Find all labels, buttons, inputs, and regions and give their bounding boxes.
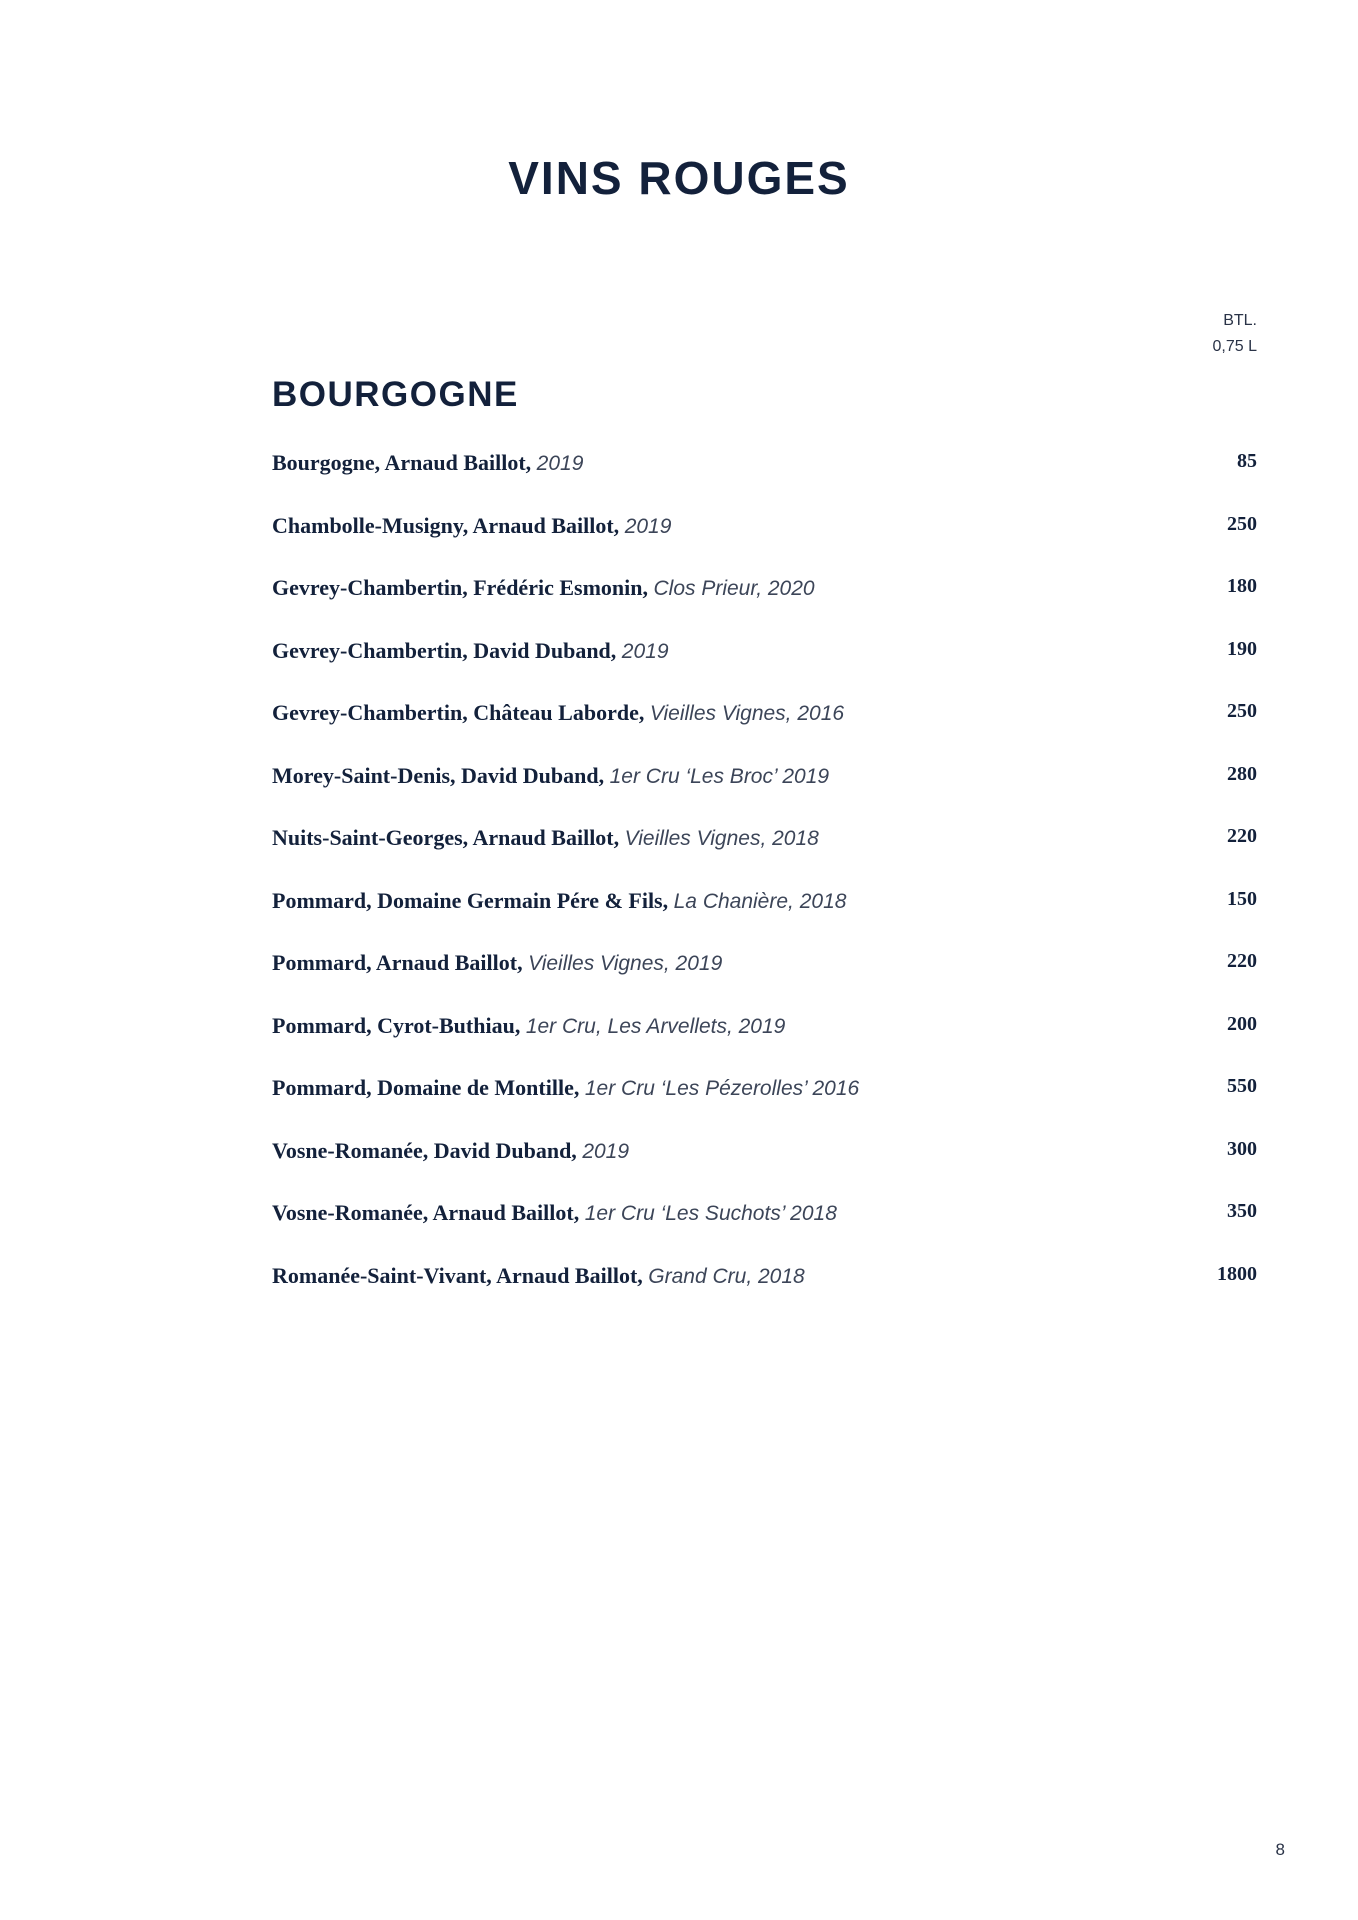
wine-price: 280 <box>1227 762 1257 785</box>
section-title: BOURGOGNE <box>272 375 519 414</box>
wine-name: Pommard, Domaine Germain Pére & Fils, <box>272 887 669 913</box>
wine-row <box>272 1198 1257 1261</box>
wine-row <box>272 886 1257 949</box>
wine-price: 190 <box>1227 637 1257 660</box>
wine-row <box>272 448 1257 511</box>
wine-detail: La Chanière, 2018 <box>673 889 847 913</box>
wine-price: 300 <box>1227 1137 1257 1160</box>
wine-detail: 2019 <box>621 639 669 663</box>
wine-detail: 2019 <box>536 452 584 475</box>
wine-detail: Vieilles Vignes, 2019 <box>528 952 723 975</box>
wine-detail: Vieilles Vignes, 2016 <box>649 702 845 725</box>
wine-name: Chambolle-Musigny, Arnaud Baillot, <box>272 512 620 538</box>
wine-detail: 2019 <box>582 1139 630 1163</box>
page-number: 8 <box>1275 1840 1285 1859</box>
wine-price: 200 <box>1227 1012 1257 1035</box>
wine-name: Morey-Saint-Denis, David Duband, <box>272 762 605 788</box>
wine-list <box>272 448 1257 1323</box>
wine-detail: Clos Prieur, 2020 <box>653 577 815 600</box>
wine-row <box>272 698 1257 761</box>
wine-row <box>272 948 1257 1011</box>
wine-price: 550 <box>1227 1075 1257 1097</box>
wine-name: Vosne-Romanée, David Duband, <box>272 1137 577 1163</box>
wine-price: 180 <box>1227 575 1257 597</box>
wine-price: 220 <box>1227 950 1257 972</box>
wine-price: 1800 <box>1217 1262 1257 1285</box>
wine-name: Nuits-Saint-Georges, Arnaud Baillot, <box>272 825 620 850</box>
wine-price: 150 <box>1227 887 1257 910</box>
wine-row <box>272 573 1257 636</box>
wine-detail: 1er Cru ‘Les Suchots’ 2018 <box>584 1202 837 1225</box>
wine-row <box>272 511 1257 574</box>
wine-row <box>272 1261 1257 1324</box>
wine-detail: 1er Cru, Les Arvellets, 2019 <box>525 1014 786 1038</box>
bottle-volume: 0,75 L <box>1212 338 1257 355</box>
page-title: VINS ROUGES <box>508 152 850 204</box>
wine-price: 85 <box>1237 450 1257 472</box>
price-column-header <box>1213 308 1257 360</box>
wine-price: 250 <box>1227 700 1257 722</box>
wine-row <box>272 1136 1257 1199</box>
wine-price: 350 <box>1227 1200 1257 1222</box>
wine-name: Gevrey-Chambertin, David Duband, <box>272 637 617 663</box>
wine-detail: Grand Cru, 2018 <box>648 1264 805 1288</box>
wine-name: Pommard, Cyrot-Buthiau, <box>272 1012 521 1038</box>
wine-name: Vosne-Romanée, Arnaud Baillot, <box>272 1200 580 1225</box>
bottle-label: BTL. <box>1223 312 1257 329</box>
wine-detail: 1er Cru ‘Les Pézerolles’ 2016 <box>584 1077 860 1100</box>
wine-detail: 1er Cru ‘Les Broc’ 2019 <box>609 764 830 788</box>
wine-name: Pommard, Arnaud Baillot, <box>272 950 523 975</box>
wine-row <box>272 1011 1257 1074</box>
wine-price: 250 <box>1227 512 1257 535</box>
wine-row <box>272 761 1257 824</box>
wine-name: Bourgogne, Arnaud Baillot, <box>272 450 532 475</box>
wine-name: Pommard, Domaine de Montille, <box>272 1075 580 1100</box>
wine-detail: 2019 <box>624 514 672 538</box>
wine-row <box>272 1073 1257 1136</box>
wine-price: 220 <box>1227 825 1257 847</box>
wine-row <box>272 636 1257 699</box>
wine-name: Gevrey-Chambertin, Frédéric Esmonin, <box>272 575 648 600</box>
wine-row <box>272 823 1257 886</box>
wine-detail: Vieilles Vignes, 2018 <box>624 827 819 850</box>
wine-name: Gevrey-Chambertin, Château Laborde, <box>272 700 645 725</box>
wine-name: Romanée-Saint-Vivant, Arnaud Baillot, <box>272 1262 643 1288</box>
